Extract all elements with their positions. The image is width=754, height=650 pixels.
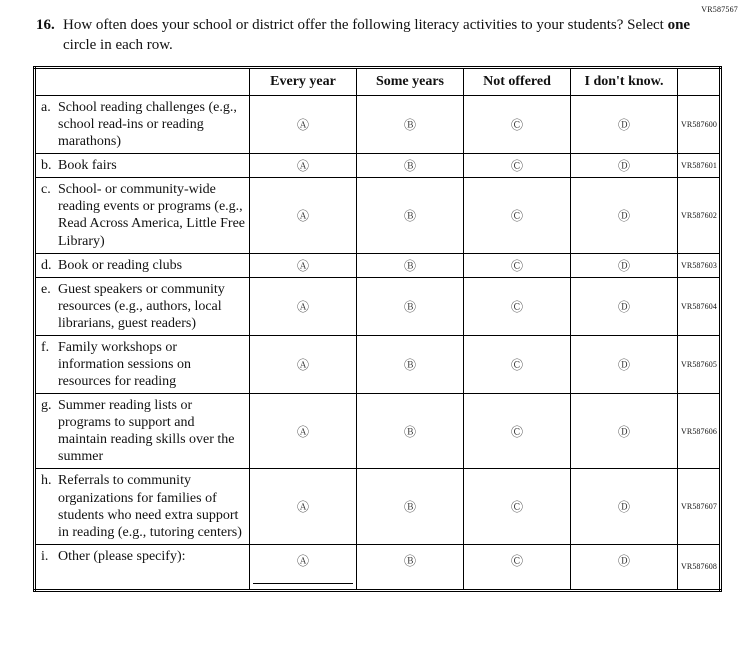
option-bubble-dont-know[interactable]: Ⓓ	[571, 469, 678, 544]
row-label-wrap	[41, 548, 245, 565]
row-label: Referrals to community organizations for families of students who need extra support in reading (e.g., tutoring centers)	[58, 473, 242, 540]
row-label-wrap	[41, 99, 245, 150]
row-code: VR587604	[678, 277, 721, 335]
option-bubble-every-year[interactable]: Ⓐ	[250, 394, 357, 469]
option-bubble-dont-know[interactable]: Ⓓ	[571, 544, 678, 590]
table-row	[35, 277, 721, 335]
table-row	[35, 544, 721, 590]
row-label: School reading challenges (e.g., school read-ins or reading marathons)	[58, 100, 237, 150]
question-text	[36, 16, 693, 55]
table-row	[35, 178, 721, 253]
row-label-cell	[35, 277, 250, 335]
option-bubble-not-offered[interactable]: Ⓒ	[464, 96, 571, 154]
row-label-wrap	[41, 257, 245, 274]
row-label-cell	[35, 544, 250, 590]
question-text-part1: How often does your school or district offer the following literacy activities to your students? Select	[63, 17, 668, 33]
row-code: VR587601	[678, 154, 721, 178]
column-header-dont-know: I don't know.	[571, 68, 678, 96]
row-label-cell	[35, 96, 250, 154]
row-code: VR587605	[678, 335, 721, 393]
column-header-not-offered: Not offered	[464, 68, 571, 96]
option-bubble-every-year[interactable]: Ⓐ	[250, 544, 357, 590]
row-label: Book fairs	[58, 158, 117, 174]
row-label-wrap	[41, 281, 245, 332]
row-letter: f.	[41, 339, 50, 355]
row-label-wrap	[41, 472, 245, 540]
option-bubble-not-offered[interactable]: Ⓒ	[464, 335, 571, 393]
option-bubble-dont-know[interactable]: Ⓓ	[571, 277, 678, 335]
row-letter: c.	[41, 182, 51, 198]
header-row	[35, 68, 721, 96]
row-letter: h.	[41, 473, 52, 489]
code-column-header	[678, 68, 721, 96]
row-code: VR587607	[678, 469, 721, 544]
row-label: Guest speakers or community resources (e.g., authors, local librarians, guest readers)	[58, 281, 225, 331]
option-bubble-some-years[interactable]: Ⓑ	[357, 469, 464, 544]
table-row	[35, 96, 721, 154]
option-bubble-not-offered[interactable]: Ⓒ	[464, 253, 571, 277]
table-row	[35, 335, 721, 393]
column-header-every-year: Every year	[250, 68, 357, 96]
row-label-cell	[35, 335, 250, 393]
row-letter: g.	[41, 398, 52, 414]
option-bubble-dont-know[interactable]: Ⓓ	[571, 335, 678, 393]
row-letter: a.	[41, 100, 51, 115]
option-bubble-every-year[interactable]: Ⓐ	[250, 335, 357, 393]
option-bubble-some-years[interactable]: Ⓑ	[357, 544, 464, 590]
option-bubble-every-year[interactable]: Ⓐ	[250, 253, 357, 277]
option-bubble-every-year[interactable]: Ⓐ	[250, 469, 357, 544]
row-label-cell	[35, 253, 250, 277]
option-bubble-some-years[interactable]: Ⓑ	[357, 253, 464, 277]
question-text-part2: circle in each row.	[63, 36, 173, 53]
table-row	[35, 154, 721, 178]
table-row	[35, 469, 721, 544]
option-bubble-some-years[interactable]: Ⓑ	[357, 96, 464, 154]
form-code: VR587567	[701, 5, 738, 14]
option-bubble-not-offered[interactable]: Ⓒ	[464, 277, 571, 335]
row-code: VR587600	[678, 96, 721, 154]
row-letter: e.	[41, 281, 51, 297]
row-label-cell	[35, 178, 250, 253]
row-letter: d.	[41, 257, 52, 273]
stub-column-header	[35, 68, 250, 96]
question-number: 16.	[36, 17, 55, 33]
row-label-wrap	[41, 339, 245, 390]
option-bubble-every-year[interactable]: Ⓐ	[250, 96, 357, 154]
option-bubble-not-offered[interactable]: Ⓒ	[464, 394, 571, 469]
option-bubble-some-years[interactable]: Ⓑ	[357, 394, 464, 469]
table-row	[35, 394, 721, 469]
row-label-wrap	[41, 397, 245, 465]
option-bubble-every-year[interactable]: Ⓐ	[250, 277, 357, 335]
row-code: VR587602	[678, 178, 721, 253]
option-bubble-some-years[interactable]: Ⓑ	[357, 154, 464, 178]
option-bubble-not-offered[interactable]: Ⓒ	[464, 178, 571, 253]
row-label-wrap	[41, 181, 245, 249]
row-letter: b.	[41, 158, 52, 174]
option-bubble-some-years[interactable]: Ⓑ	[357, 335, 464, 393]
row-label-cell	[35, 469, 250, 544]
row-label: Book or reading clubs	[58, 257, 183, 273]
option-bubble-every-year[interactable]: Ⓐ	[250, 154, 357, 178]
row-code: VR587608	[678, 544, 721, 590]
row-code: VR587606	[678, 394, 721, 469]
row-label-wrap	[41, 157, 245, 174]
row-label: Summer reading lists or programs to support and maintain reading skills over the summer	[58, 398, 235, 465]
option-bubble-dont-know[interactable]: Ⓓ	[571, 96, 678, 154]
option-bubble-some-years[interactable]: Ⓑ	[357, 178, 464, 253]
option-bubble-not-offered[interactable]: Ⓒ	[464, 469, 571, 544]
row-letter: i.	[41, 548, 49, 564]
row-label: Other (please specify):	[58, 548, 186, 564]
row-label: Family workshops or information sessions on resources for reading	[58, 339, 191, 390]
literacy-activities-table	[33, 66, 722, 592]
row-code: VR587603	[678, 253, 721, 277]
option-bubble-every-year[interactable]: Ⓐ	[250, 178, 357, 253]
option-bubble-dont-know[interactable]: Ⓓ	[571, 178, 678, 253]
column-header-some-years: Some years	[357, 68, 464, 96]
table-row	[35, 253, 721, 277]
option-bubble-some-years[interactable]: Ⓑ	[357, 277, 464, 335]
row-label-cell	[35, 394, 250, 469]
option-bubble-not-offered[interactable]: Ⓒ	[464, 154, 571, 178]
row-label-cell	[35, 154, 250, 178]
question-text-bold: one	[667, 17, 691, 33]
question-16	[36, 16, 696, 55]
option-bubble-dont-know[interactable]: Ⓓ	[571, 253, 678, 277]
option-bubble-dont-know[interactable]: Ⓓ	[571, 154, 678, 178]
option-bubble-dont-know[interactable]: Ⓓ	[571, 394, 678, 469]
row-label: School- or community-wide reading events or programs (e.g., Read Across America, Little Free Library)	[58, 182, 245, 249]
option-bubble-not-offered[interactable]: Ⓒ	[464, 544, 571, 590]
other-specify-write-line[interactable]	[253, 583, 353, 584]
